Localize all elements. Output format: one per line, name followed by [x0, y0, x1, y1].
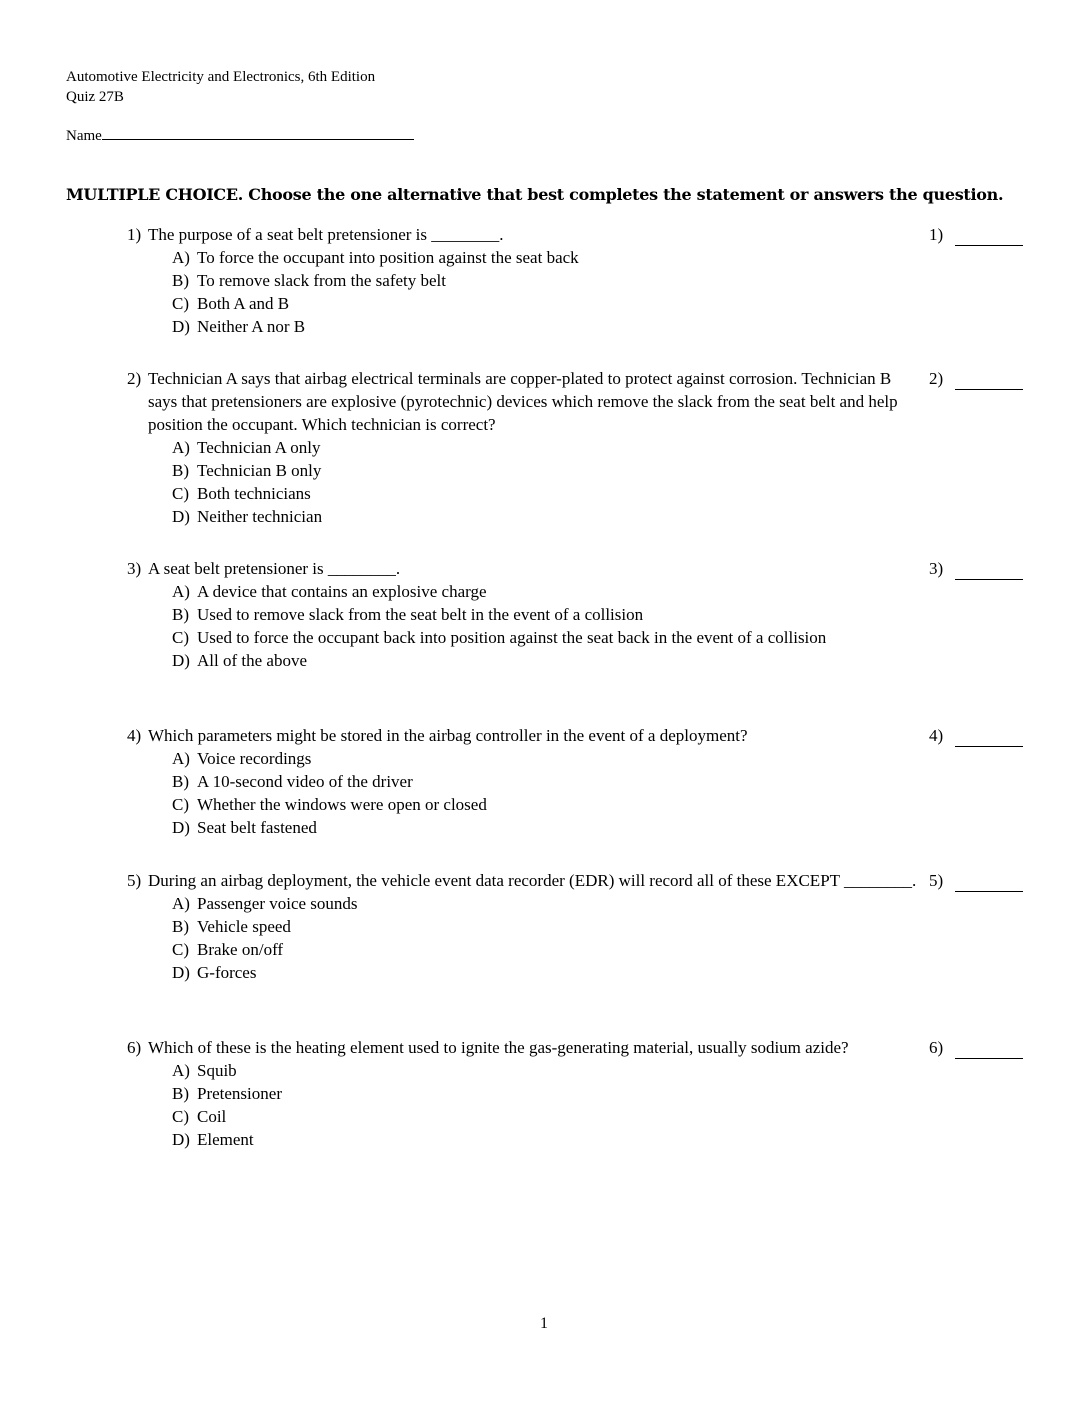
answer-line — [955, 229, 1023, 246]
answer-option — [172, 580, 917, 603]
instructions: MULTIPLE CHOICE. Choose the one alternative that best completes the statement or answers the question. — [66, 185, 1004, 204]
option-letter: B) — [172, 917, 189, 936]
option-text: Both A and B — [197, 294, 290, 313]
answer-option — [172, 1082, 917, 1105]
option-letter: A) — [172, 438, 190, 457]
answer-option — [172, 482, 917, 505]
answer-option — [172, 793, 917, 816]
option-letter: B) — [172, 1084, 189, 1103]
question-number: 3) — [127, 559, 142, 578]
question-5 — [127, 869, 917, 984]
question-text: Which of these is the heating element used to ignite the gas-generating material, usually sodium azide? — [148, 1038, 849, 1057]
answer-option — [172, 505, 917, 528]
answer-option — [172, 459, 917, 482]
option-letter: D) — [172, 818, 190, 837]
option-text: Passenger voice sounds — [197, 894, 358, 913]
option-text: All of the above — [197, 651, 307, 670]
answer-option — [172, 436, 917, 459]
answer-option — [172, 770, 917, 793]
option-letter: D) — [172, 963, 190, 982]
answer-number: 6) — [929, 1038, 944, 1057]
question-text: Which parameters might be stored in the airbag controller in the event of a deployment? — [148, 726, 748, 745]
option-text: Technician B only — [197, 461, 322, 480]
option-letter: C) — [172, 940, 189, 959]
option-letter: A) — [172, 749, 190, 768]
option-text: Technician A only — [197, 438, 321, 457]
answer-option — [172, 915, 917, 938]
answer-option — [172, 938, 917, 961]
question-4 — [127, 724, 917, 839]
answer-number: 3) — [929, 559, 944, 578]
answer-line — [955, 875, 1023, 892]
option-letter: D) — [172, 1130, 190, 1149]
option-letter: B) — [172, 271, 189, 290]
option-text: Seat belt fastened — [197, 818, 317, 837]
option-letter: C) — [172, 795, 189, 814]
name-label: Name — [66, 128, 102, 144]
option-letter: C) — [172, 484, 189, 503]
option-letter: C) — [172, 628, 189, 647]
option-text: Vehicle speed — [197, 917, 291, 936]
answer-option — [172, 626, 917, 649]
question-1 — [127, 223, 917, 338]
answer-number: 4) — [929, 726, 944, 745]
question-text: Technician A says that airbag electrical terminals are copper-plated to protect against corrosion. Technician B says that pretensioners are explosive (pyrotechnic) devices which remove the slack from the seat belt and help position the occupant. Which technician is correct? — [148, 369, 898, 434]
answer-option — [172, 1059, 917, 1082]
answer-blank-1 — [929, 223, 1023, 246]
option-letter: B) — [172, 605, 189, 624]
option-text: To remove slack from the safety belt — [197, 271, 446, 290]
option-letter: A) — [172, 894, 190, 913]
option-text: Used to remove slack from the seat belt in the event of a collision — [197, 605, 644, 624]
option-text: Element — [197, 1130, 254, 1149]
answer-option — [172, 816, 917, 839]
question-text: A seat belt pretensioner is ________. — [148, 559, 401, 578]
question-3 — [127, 557, 917, 672]
option-text: A 10-second video of the driver — [197, 772, 413, 791]
option-letter: D) — [172, 507, 190, 526]
option-text: G-forces — [197, 963, 257, 982]
quiz-label: Quiz 27B — [66, 89, 124, 105]
question-text: During an airbag deployment, the vehicle event data recorder (EDR) will record all of these EXCEPT ________. — [148, 871, 917, 890]
question-number: 5) — [127, 871, 142, 890]
option-letter: B) — [172, 461, 189, 480]
option-letter: D) — [172, 651, 190, 670]
name-blank-line — [102, 125, 414, 140]
answer-option — [172, 315, 917, 338]
option-text: Brake on/off — [197, 940, 284, 959]
question-6 — [127, 1036, 917, 1151]
option-letter: B) — [172, 772, 189, 791]
question-2 — [127, 367, 917, 528]
answer-option — [172, 269, 917, 292]
question-number: 1) — [127, 225, 142, 244]
option-letter: A) — [172, 1061, 190, 1080]
answer-option — [172, 1105, 917, 1128]
option-text: Neither A nor B — [197, 317, 306, 336]
answer-line — [955, 563, 1023, 580]
option-text: Voice recordings — [197, 749, 312, 768]
answer-number: 2) — [929, 369, 944, 388]
question-text: The purpose of a seat belt pretensioner is ________. — [148, 225, 504, 244]
answer-blank-2 — [929, 367, 1023, 390]
answer-blank-6 — [929, 1036, 1023, 1059]
answer-option — [172, 747, 917, 770]
answer-line — [955, 373, 1023, 390]
document-title: Automotive Electricity and Electronics, 6th Edition — [66, 69, 376, 85]
option-text: Used to force the occupant back into position against the seat back in the event of a collision — [197, 628, 827, 647]
question-number: 6) — [127, 1038, 142, 1057]
answer-option — [172, 603, 917, 626]
answer-blank-3 — [929, 557, 1023, 580]
option-text: Neither technician — [197, 507, 323, 526]
answer-blank-5 — [929, 869, 1023, 892]
option-text: Whether the windows were open or closed — [197, 795, 487, 814]
answer-blank-4 — [929, 724, 1023, 747]
answer-option — [172, 246, 917, 269]
option-text: To force the occupant into position against the seat back — [197, 248, 579, 267]
page-number: 1 — [540, 1315, 548, 1332]
option-letter: A) — [172, 582, 190, 601]
answer-number: 1) — [929, 225, 944, 244]
answer-number: 5) — [929, 871, 944, 890]
question-number: 2) — [127, 369, 142, 388]
option-text: Both technicians — [197, 484, 311, 503]
option-letter: A) — [172, 248, 190, 267]
answer-line — [955, 1042, 1023, 1059]
answer-option — [172, 1128, 917, 1151]
option-letter: C) — [172, 294, 189, 313]
option-text: A device that contains an explosive charge — [197, 582, 487, 601]
answer-option — [172, 961, 917, 984]
option-text: Squib — [197, 1061, 237, 1080]
answer-line — [955, 730, 1023, 747]
option-letter: C) — [172, 1107, 189, 1126]
option-text: Coil — [197, 1107, 227, 1126]
option-letter: D) — [172, 317, 190, 336]
question-number: 4) — [127, 726, 142, 745]
answer-option — [172, 892, 917, 915]
answer-option — [172, 292, 917, 315]
name-field — [66, 125, 414, 146]
answer-option — [172, 649, 917, 672]
option-text: Pretensioner — [197, 1084, 282, 1103]
